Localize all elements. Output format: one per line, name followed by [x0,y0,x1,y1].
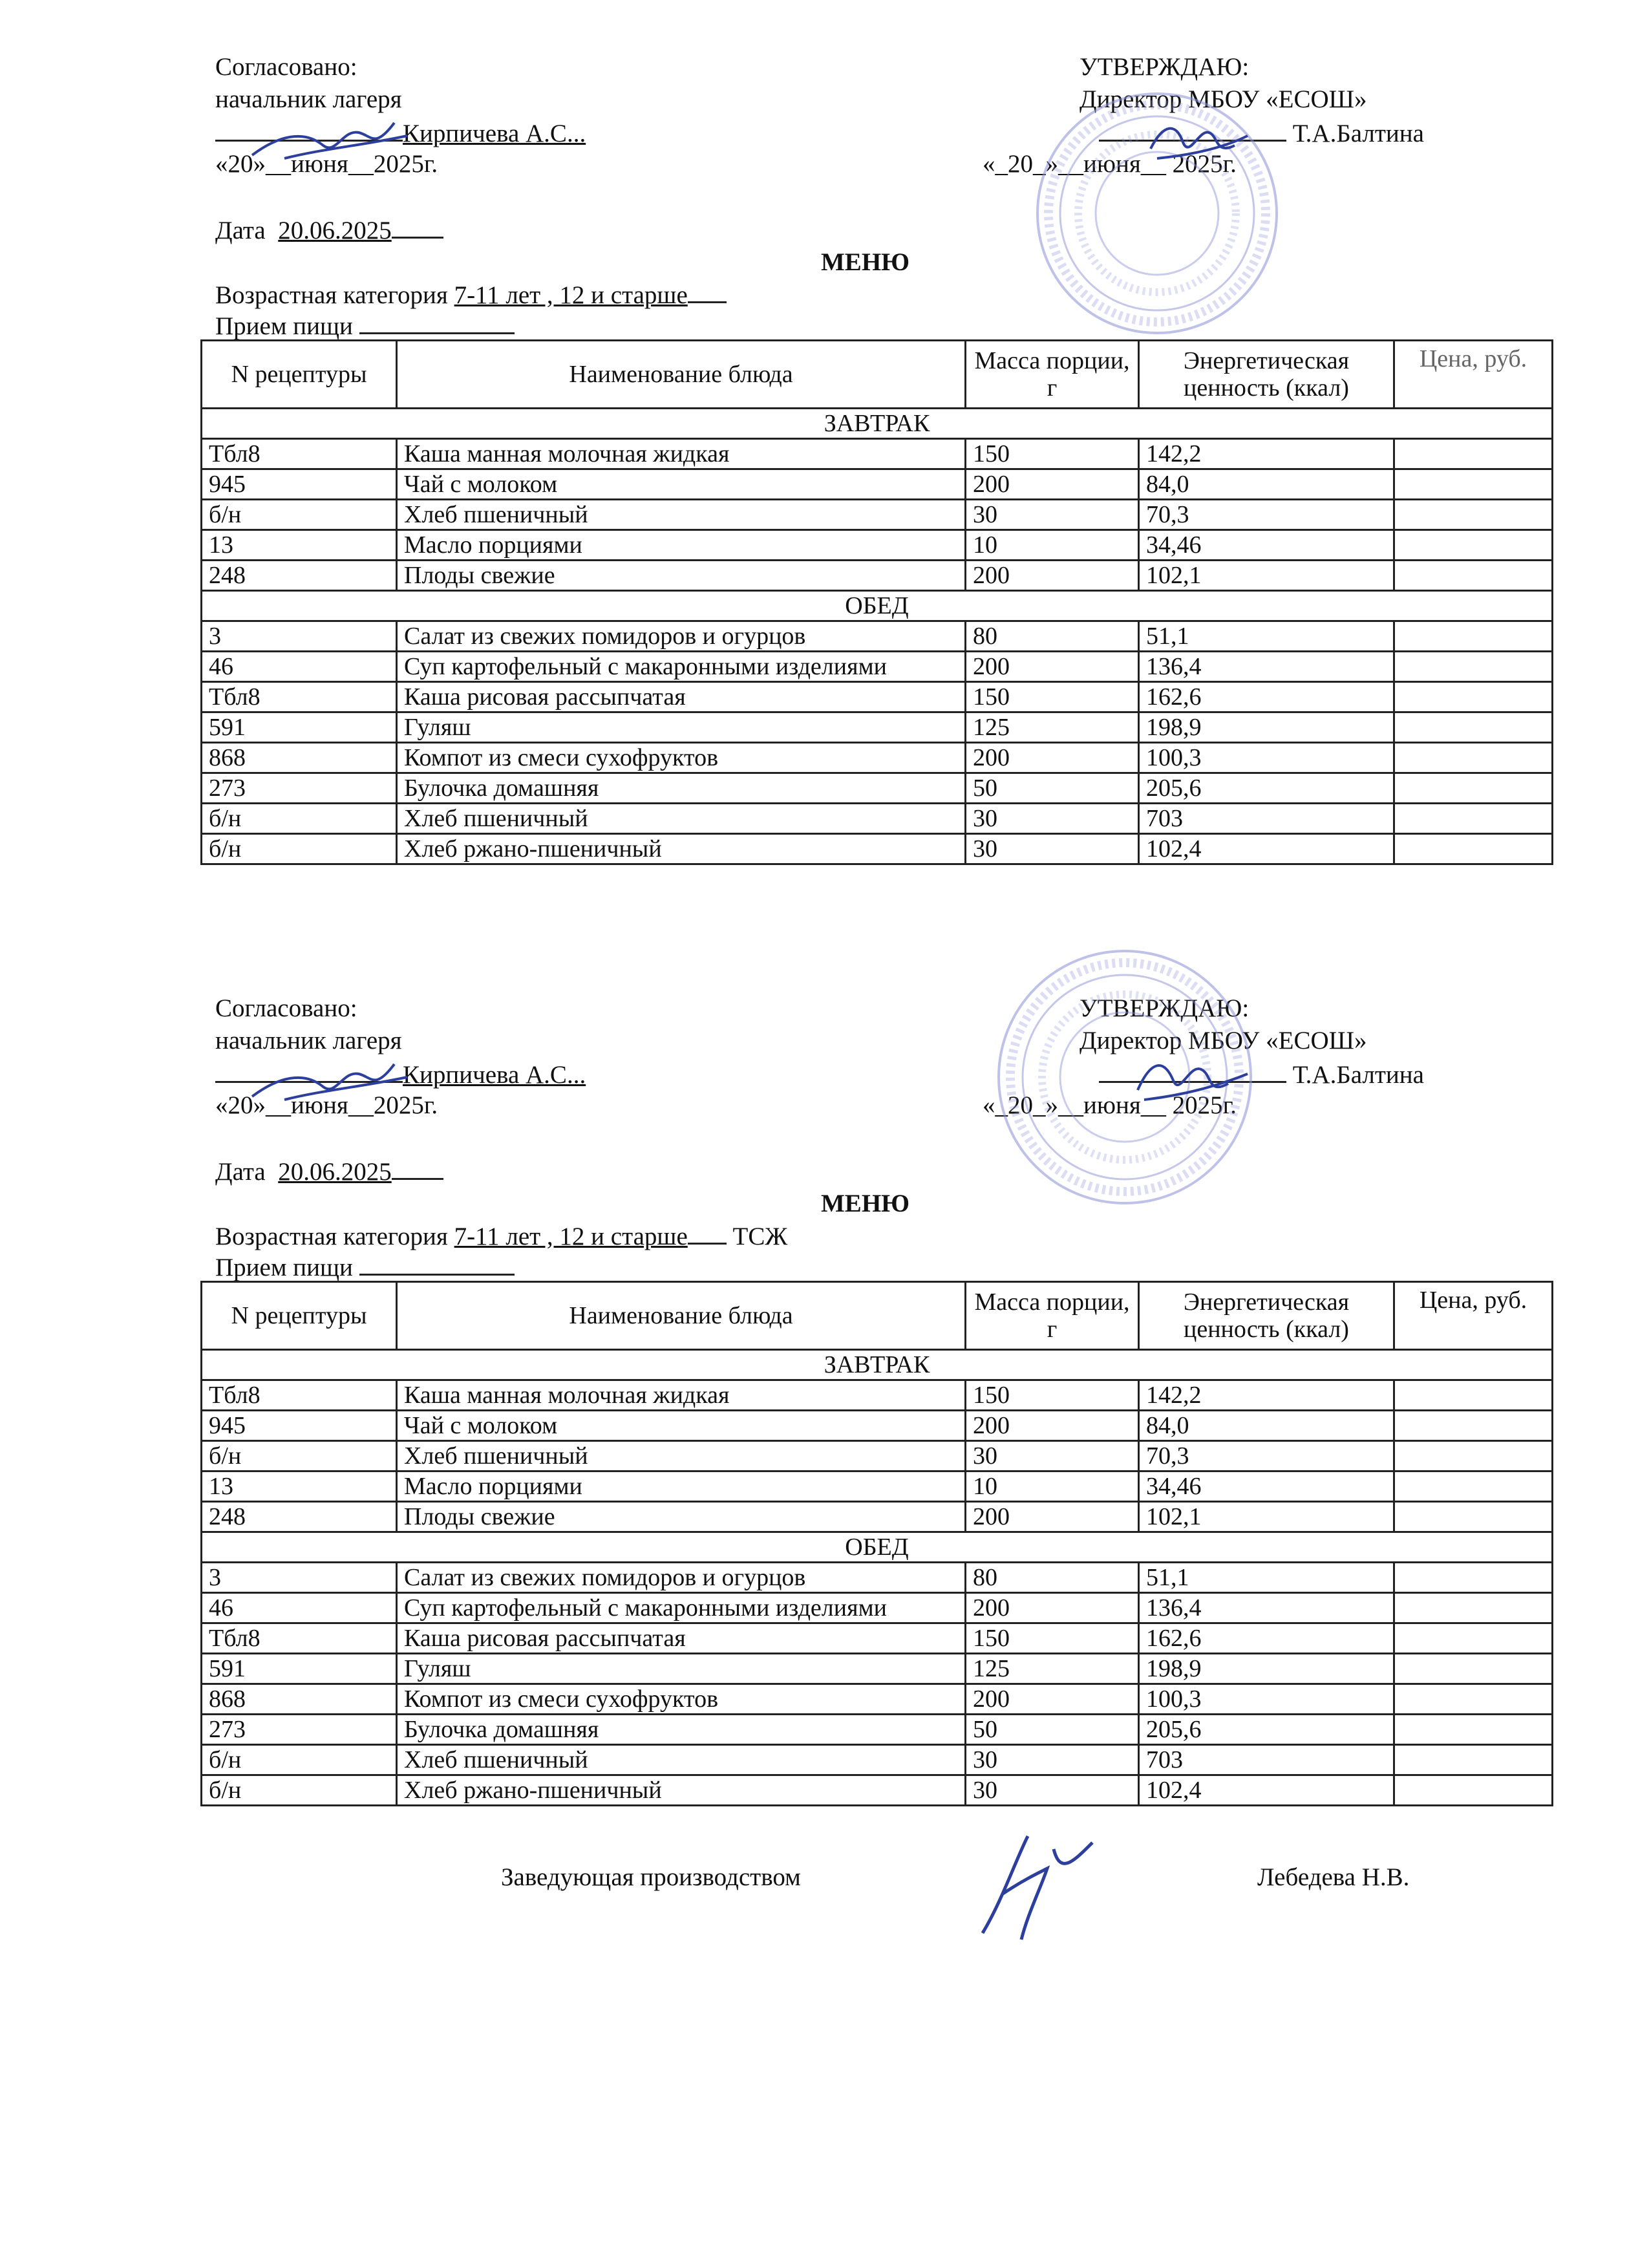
cell-recipe: Тбл8 [202,1380,397,1411]
section-title: ОБЕД [202,591,1553,621]
cell-dish: Суп картофельный с макаронными изделиями [397,652,966,682]
cell-dish: Масло порциями [397,530,966,561]
menu-table-body [202,1282,1553,1806]
table-row [202,1654,1553,1684]
cell-price [1394,743,1553,773]
cell-mass: 200 [966,469,1139,500]
cell-price [1394,1502,1553,1532]
cell-energy: 51,1 [1139,1563,1394,1593]
header-recipe: N рецептуры [202,341,397,409]
cell-energy: 136,4 [1139,1593,1394,1623]
approval-right-title: УТВЕРЖДАЮ: [1080,53,1250,81]
cell-mass: 150 [966,1623,1139,1654]
table-row [202,1684,1553,1715]
section-title: ЗАВТРАК [202,409,1553,439]
approval-right-position: Директор МБОУ «ЕСОШ» [1080,1027,1367,1054]
cell-dish: Масло порциями [397,1471,966,1502]
header-mass: Масса порции, г [966,341,1139,409]
cell-mass: 30 [966,1441,1139,1471]
cell-price [1394,1471,1553,1502]
approval-right-name: Т.А.Балтина [1292,120,1424,147]
table-row [202,773,1553,804]
header-energy: Энергетическая ценность (ккал) [1139,1282,1394,1350]
cell-mass: 200 [966,1502,1139,1532]
approval-left-date: «20»__июня__2025г. [215,1091,438,1119]
cell-mass: 30 [966,1775,1139,1806]
section-title: ОБЕД [202,1532,1553,1563]
table-row [202,1593,1553,1623]
cell-recipe: 46 [202,652,397,682]
cell-recipe: б/н [202,804,397,834]
cell-price [1394,1563,1553,1593]
meal-label: Прием пищи [215,312,353,340]
cell-mass: 200 [966,743,1139,773]
cell-recipe: 591 [202,1654,397,1684]
cell-price [1394,1411,1553,1441]
table-row [202,682,1553,712]
cell-energy: 142,2 [1139,1380,1394,1411]
age-category-line [215,1219,787,1252]
cell-mass: 80 [966,621,1139,652]
cell-energy: 51,1 [1139,621,1394,652]
cell-mass: 200 [966,652,1139,682]
cell-price [1394,1623,1553,1654]
approval-left-title: Согласовано: [215,994,357,1022]
table-header-row [202,1282,1553,1350]
cell-recipe: Тбл8 [202,1623,397,1654]
approval-right-name: Т.А.Балтина [1292,1061,1424,1089]
table-row [202,1380,1553,1411]
cell-mass: 80 [966,1563,1139,1593]
cell-recipe: 945 [202,1411,397,1441]
cell-dish: Салат из свежих помидоров и огурцов [397,1563,966,1593]
cell-price [1394,561,1553,591]
cell-price [1394,469,1553,500]
footer-role: Заведующая производством [501,1863,801,1891]
cell-dish: Хлеб ржано-пшеничный [397,834,966,864]
cell-recipe: 945 [202,469,397,500]
cell-energy: 70,3 [1139,500,1394,530]
cell-price [1394,1684,1553,1715]
age-category-value: 7-11 лет , 12 и старше [454,281,688,309]
cell-price [1394,712,1553,743]
cell-dish: Хлеб пшеничный [397,804,966,834]
cell-energy: 102,1 [1139,1502,1394,1532]
table-row [202,1775,1553,1806]
cell-dish: Суп картофельный с макаронными изделиями [397,1593,966,1623]
cell-energy: 70,3 [1139,1441,1394,1471]
header-dish: Наименование блюда [397,1282,966,1350]
cell-price [1394,834,1553,864]
signature-left [246,1051,414,1109]
age-category-label: Возрастная категория [215,1223,448,1250]
approval-left-date: «20»__июня__2025г. [215,150,438,178]
cell-energy: 198,9 [1139,712,1394,743]
cell-recipe: 3 [202,1563,397,1593]
menu-heading: МЕНЮ [821,1190,910,1217]
cell-mass: 125 [966,712,1139,743]
cell-mass: 125 [966,1654,1139,1684]
cell-energy: 34,46 [1139,530,1394,561]
cell-price [1394,1775,1553,1806]
cell-price [1394,804,1553,834]
header-price: Цена, руб. [1394,341,1553,409]
cell-price [1394,500,1553,530]
cell-price [1394,773,1553,804]
cell-energy: 102,4 [1139,1775,1394,1806]
cell-recipe: 46 [202,1593,397,1623]
cell-price [1394,439,1553,469]
cell-dish: Каша рисовая рассыпчатая [397,1623,966,1654]
cell-mass: 150 [966,439,1139,469]
menu-table [200,339,1553,865]
cell-mass: 10 [966,530,1139,561]
table-row [202,1411,1553,1441]
approval-left-name: Кирпичева А.С... [403,120,586,147]
age-category-value: 7-11 лет , 12 и старше [454,1223,688,1250]
cell-mass: 10 [966,1471,1139,1502]
cell-price [1394,682,1553,712]
cell-price [1394,652,1553,682]
cell-recipe: Тбл8 [202,439,397,469]
cell-price [1394,1380,1553,1411]
menu-table-body [202,341,1553,864]
approval-left-position: начальник лагеря [215,1027,402,1054]
cell-recipe: 273 [202,1715,397,1745]
cell-mass: 30 [966,804,1139,834]
table-row [202,621,1553,652]
cell-energy: 703 [1139,804,1394,834]
menu-date-line [215,1155,443,1188]
table-row [202,469,1553,500]
cell-dish: Салат из свежих помидоров и огурцов [397,621,966,652]
header-price: Цена, руб. [1394,1282,1553,1350]
age-category-suffix: ТСЖ [732,1223,788,1250]
date-value: 20.06.2025 [278,217,392,244]
cell-energy: 84,0 [1139,469,1394,500]
cell-dish: Компот из смеси сухофруктов [397,743,966,773]
date-label: Дата [215,217,266,244]
cell-dish: Каша манная молочная жидкая [397,1380,966,1411]
cell-energy: 102,1 [1139,561,1394,591]
table-row [202,561,1553,591]
cell-mass: 150 [966,1380,1139,1411]
cell-price [1394,1654,1553,1684]
date-value: 20.06.2025 [278,1158,392,1186]
table-row [202,530,1553,561]
cell-energy: 100,3 [1139,1684,1394,1715]
cell-recipe: 868 [202,1684,397,1715]
cell-recipe: 13 [202,1471,397,1502]
cell-price [1394,1441,1553,1471]
cell-energy: 162,6 [1139,682,1394,712]
table-header-row [202,341,1553,409]
cell-dish: Каша манная молочная жидкая [397,439,966,469]
cell-dish: Булочка домашняя [397,773,966,804]
cell-recipe: 591 [202,712,397,743]
cell-dish: Чай с молоком [397,469,966,500]
approval-right-date: «_20_»__июня__ 2025г. [983,1091,1237,1119]
section-row [202,591,1553,621]
age-category-label: Возрастная категория [215,281,448,309]
cell-dish: Компот из смеси сухофруктов [397,1684,966,1715]
header-dish: Наименование блюда [397,341,966,409]
cell-energy: 198,9 [1139,1654,1394,1684]
menu-block-1 [0,0,1649,937]
cell-energy: 84,0 [1139,1411,1394,1441]
cell-dish: Чай с молоком [397,1411,966,1441]
menu-block-2 [0,941,1649,1879]
cell-recipe: б/н [202,1745,397,1775]
table-row [202,1502,1553,1532]
approval-right-position: Директор МБОУ «ЕСОШ» [1080,85,1367,113]
table-row [202,1441,1553,1471]
approval-left-position: начальник лагеря [215,85,402,113]
cell-energy: 34,46 [1139,1471,1394,1502]
header-mass: Масса порции, г [966,1282,1139,1350]
header-recipe: N рецептуры [202,1282,397,1350]
table-row [202,834,1553,864]
section-title: ЗАВТРАК [202,1350,1553,1380]
section-row [202,1350,1553,1380]
cell-dish: Плоды свежие [397,1502,966,1532]
signature-right [1125,1045,1254,1109]
cell-energy: 205,6 [1139,1715,1394,1745]
table-row [202,743,1553,773]
section-row [202,1532,1553,1563]
cell-mass: 200 [966,561,1139,591]
cell-mass: 200 [966,1411,1139,1441]
menu-heading: МЕНЮ [821,248,910,276]
cell-recipe: 248 [202,561,397,591]
cell-dish: Хлеб пшеничный [397,1745,966,1775]
cell-dish: Булочка домашняя [397,1715,966,1745]
cell-price [1394,1715,1553,1745]
cell-mass: 150 [966,682,1139,712]
header-energy: Энергетическая ценность (ккал) [1139,341,1394,409]
approval-left-name: Кирпичева А.С... [403,1061,586,1089]
cell-dish: Гуляш [397,712,966,743]
cell-recipe: б/н [202,500,397,530]
cell-energy: 136,4 [1139,652,1394,682]
cell-recipe: 248 [202,1502,397,1532]
signature-production-manager [957,1823,1112,1952]
approval-right-date: «_20_»__июня__ 2025г. [983,150,1237,178]
date-label: Дата [215,1158,266,1186]
table-row [202,1745,1553,1775]
cell-recipe: 3 [202,621,397,652]
cell-mass: 30 [966,834,1139,864]
cell-energy: 142,2 [1139,439,1394,469]
cell-dish: Хлеб пшеничный [397,1441,966,1471]
cell-energy: 703 [1139,1745,1394,1775]
meal-line [215,1250,515,1283]
cell-price [1394,621,1553,652]
table-row [202,1623,1553,1654]
cell-recipe: Тбл8 [202,682,397,712]
cell-dish: Каша рисовая рассыпчатая [397,682,966,712]
cell-energy: 102,4 [1139,834,1394,864]
table-row [202,804,1553,834]
table-row [202,712,1553,743]
approval-left-title: Согласовано: [215,53,357,81]
cell-recipe: б/н [202,834,397,864]
cell-dish: Гуляш [397,1654,966,1684]
cell-mass: 30 [966,1745,1139,1775]
table-row [202,439,1553,469]
table-row [202,1471,1553,1502]
cell-dish: Хлеб пшеничный [397,500,966,530]
cell-mass: 30 [966,500,1139,530]
table-row [202,1715,1553,1745]
cell-dish: Хлеб ржано-пшеничный [397,1775,966,1806]
cell-mass: 50 [966,773,1139,804]
cell-energy: 205,6 [1139,773,1394,804]
cell-energy: 100,3 [1139,743,1394,773]
section-row [202,409,1553,439]
signature-left [246,110,414,168]
cell-recipe: б/н [202,1775,397,1806]
age-category-line [215,278,727,311]
table-row [202,652,1553,682]
cell-mass: 50 [966,1715,1139,1745]
table-row [202,500,1553,530]
cell-recipe: 273 [202,773,397,804]
signature-right [1138,110,1254,168]
meal-label: Прием пищи [215,1254,353,1281]
cell-recipe: 13 [202,530,397,561]
cell-mass: 200 [966,1684,1139,1715]
approval-right-title: УТВЕРЖДАЮ: [1080,994,1250,1022]
meal-line [215,309,515,342]
footer-name: Лебедева Н.В. [1257,1863,1410,1891]
table-row [202,1563,1553,1593]
cell-recipe: 868 [202,743,397,773]
menu-table [200,1281,1553,1806]
cell-energy: 162,6 [1139,1623,1394,1654]
cell-price [1394,1593,1553,1623]
menu-date-line [215,213,443,246]
cell-recipe: б/н [202,1441,397,1471]
cell-mass: 200 [966,1593,1139,1623]
cell-price [1394,1745,1553,1775]
cell-dish: Плоды свежие [397,561,966,591]
cell-price [1394,530,1553,561]
